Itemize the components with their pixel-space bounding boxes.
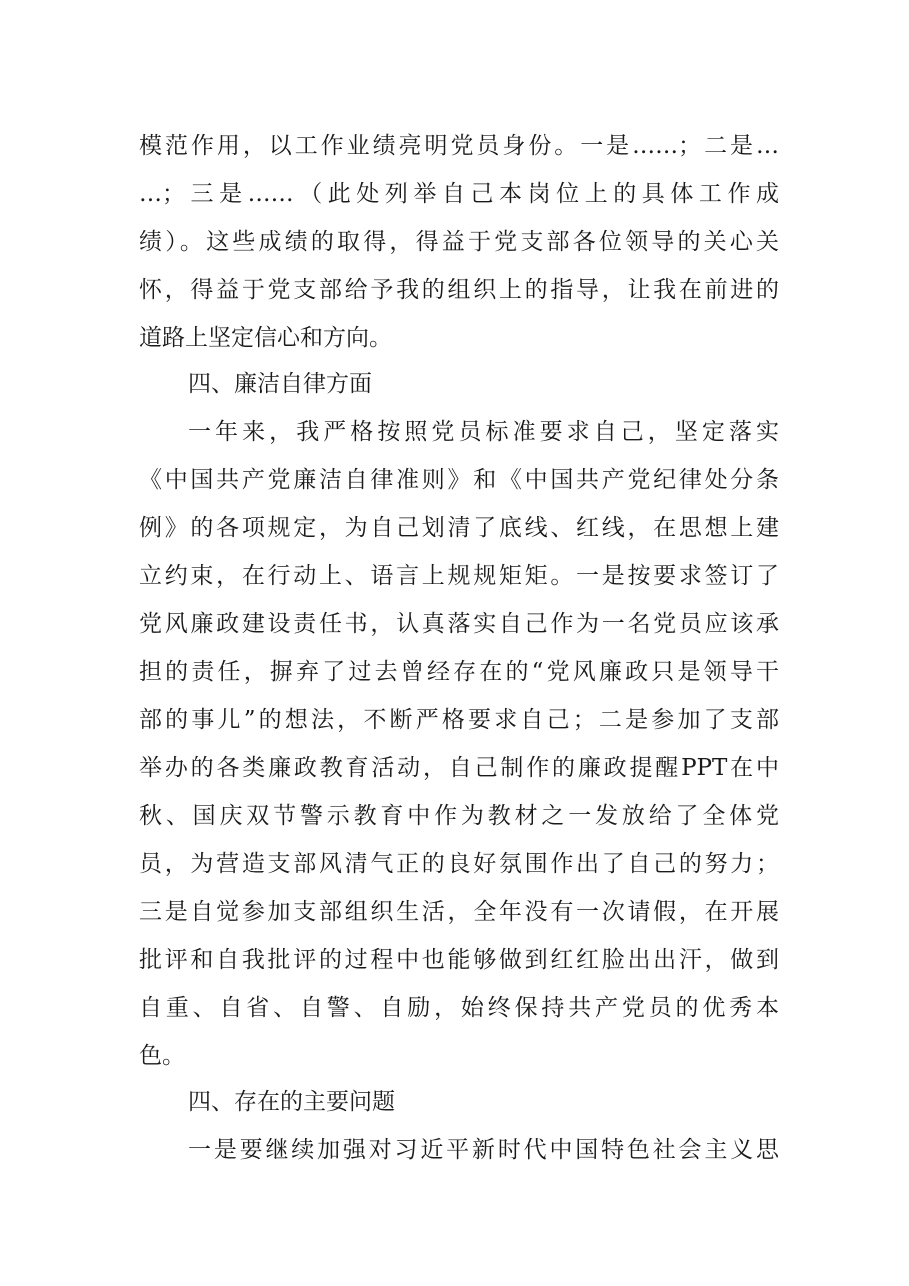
- body-text-line: 一年来，我严格按照党员标准要求自己，坚定落实: [188, 419, 779, 445]
- body-text-line: 怀，得益于党支部给予我的组织上的指导，让我在前进的: [139, 277, 779, 303]
- body-text-line: 批评和自我批评的过程中也能够做到红红脸出出汗，做到: [139, 947, 779, 973]
- body-text-line: 举办的各类廉政教育活动，自己制作的廉政提醒PPT在中: [139, 755, 779, 781]
- body-text-line: 担的责任，摒弃了过去曾经存在的“党风廉政只是领导干: [139, 659, 779, 685]
- section-heading-integrity: 四、廉洁自律方面: [188, 371, 372, 397]
- body-text-line: 绩）。这些成绩的取得，得益于党支部各位领导的关心关: [139, 229, 779, 255]
- body-text-line: 自重、自省、自警、自励，始终保持共产党员的优秀本: [139, 995, 779, 1021]
- body-text-line: 秋、国庆双节警示教育中作为教材之一发放给了全体党: [139, 803, 779, 829]
- body-text-line: 一是要继续加强对习近平新时代中国特色社会主义思: [188, 1137, 779, 1163]
- body-text-line: 三是自觉参加支部组织生活，全年没有一次请假，在开展: [139, 899, 779, 925]
- body-text-line: 例》的各项规定，为自己划清了底线、红线，在思想上建: [139, 515, 779, 541]
- body-text-line: 模范作用，以工作业绩亮明党员身份。一是……；二是…: [139, 133, 779, 159]
- body-text-line: 立约束，在行动上、语言上规规矩矩。一是按要求签订了: [139, 563, 779, 589]
- section-heading-problems: 四、存在的主要问题: [188, 1089, 395, 1115]
- body-text-line: 道路上坚定信心和方向。: [139, 325, 392, 351]
- body-text-line: 部的事儿”的想法，不断严格要求自己；二是参加了支部: [139, 707, 779, 733]
- body-text-line: 《中国共产党廉洁自律准则》和《中国共产党纪律处分条: [139, 467, 779, 493]
- body-text-line: …；三是……（此处列举自己本岗位上的具体工作成: [139, 181, 779, 207]
- body-text-line: 党风廉政建设责任书，认真落实自己作为一名党员应该承: [139, 611, 779, 637]
- body-text-line: 员，为营造支部风清气正的良好氛围作出了自己的努力；: [139, 851, 779, 877]
- body-text-line: 色。: [139, 1043, 185, 1069]
